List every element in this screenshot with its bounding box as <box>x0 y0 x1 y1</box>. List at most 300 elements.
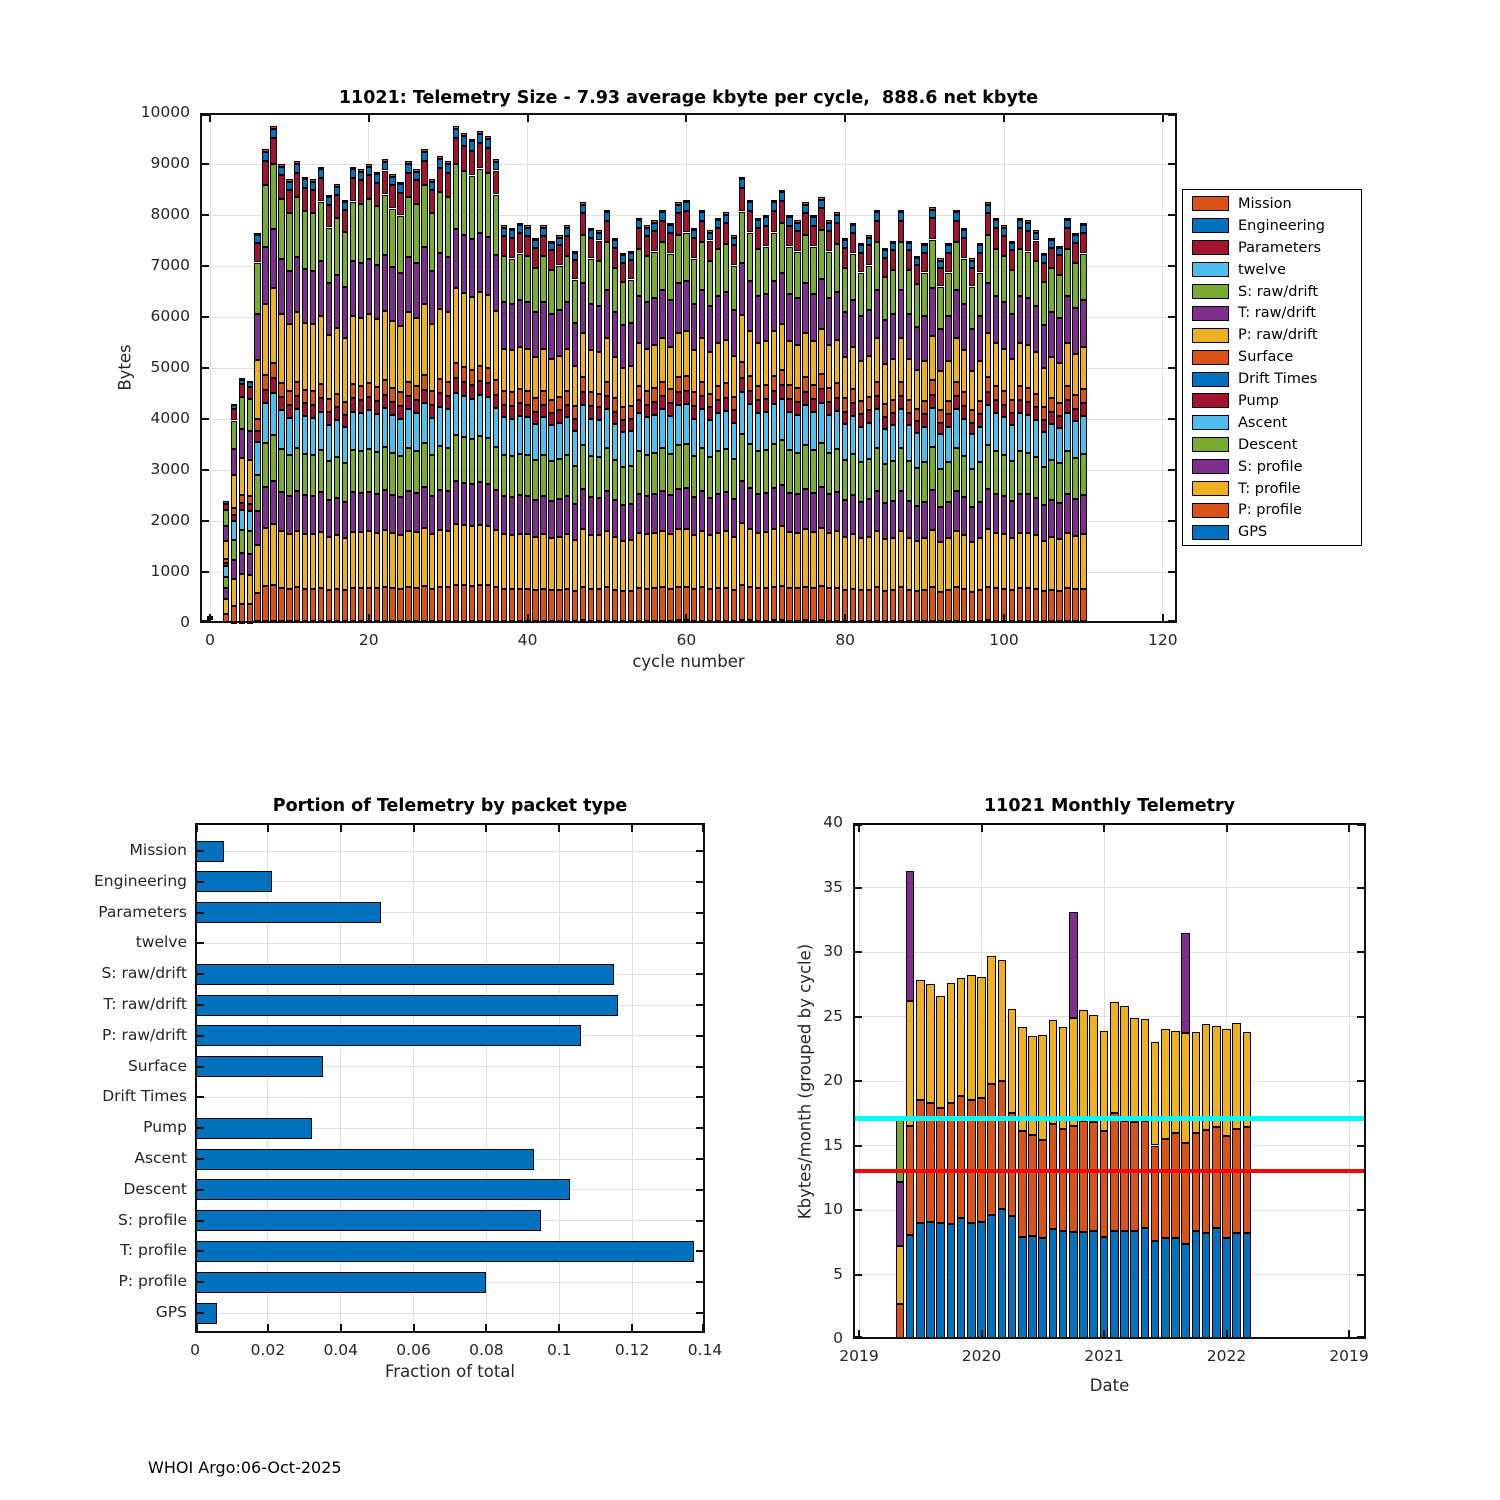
legend-item <box>1183 281 1361 303</box>
bar-segment-pump <box>969 423 975 435</box>
bar-segment-mission <box>509 228 515 230</box>
gridline <box>202 164 1175 165</box>
bar-segment-p--raw-drift <box>914 370 920 409</box>
bar-segment-pump <box>397 406 403 419</box>
bar-segment-ascent <box>445 409 451 448</box>
bar-segment-parameters <box>342 210 348 232</box>
bar-segment-surface <box>802 377 808 392</box>
bar-segment-t--raw-drift <box>493 255 499 311</box>
bar-segment-pump <box>318 398 324 411</box>
y-tick-mark <box>1357 887 1364 889</box>
bar-segment-engineering <box>350 169 356 178</box>
bar-segment-mission <box>882 248 888 250</box>
y-tick-mark <box>696 942 703 944</box>
bar-segment-gps <box>540 621 546 623</box>
bar-segment-mission <box>429 179 435 182</box>
bar-segment-ascent <box>794 415 800 453</box>
bar-segment-gps <box>659 621 665 623</box>
bar-segment-t--raw-drift <box>461 235 467 294</box>
bar-segment-engineering <box>644 228 650 236</box>
monthly-bar-stub <box>885 1337 894 1339</box>
legend-label: Surface <box>1238 349 1294 366</box>
bar-segment-surface <box>588 392 594 406</box>
bar-segment-s--profile <box>1080 495 1086 533</box>
bar-segment-gps <box>675 620 681 623</box>
bar-segment-t--profile <box>548 538 554 590</box>
bar-segment-p--profile <box>310 589 316 621</box>
bar-segment-s--profile <box>1056 503 1062 539</box>
bar-segment-mission <box>699 210 705 212</box>
bar-segment-s--raw-drift <box>953 242 959 290</box>
bar-segment-gps <box>786 621 792 623</box>
bar-segment-surface <box>890 400 896 413</box>
bar-segment-mission <box>286 179 292 182</box>
bar-segment-t--profile <box>342 538 348 590</box>
bar-segment-ascent <box>548 425 554 461</box>
bar-segment-engineering <box>739 179 745 188</box>
bar-segment-engineering <box>810 217 816 225</box>
bar-segment-parameters <box>572 260 578 279</box>
bar-segment-engineering <box>691 230 697 238</box>
bar-segment-parameters <box>707 241 713 261</box>
bar-segment-surface <box>262 375 268 390</box>
bar-segment-p--profile <box>453 585 459 621</box>
monthly-bar-stub <box>865 1337 874 1339</box>
bar-segment-s--profile <box>247 554 253 575</box>
bar-segment-p--raw-drift <box>961 350 967 392</box>
bar-segment-t--raw-drift <box>858 316 864 360</box>
bar-segment-ascent <box>302 416 308 453</box>
bar-segment-t--raw-drift <box>723 292 729 340</box>
bar-segment-engineering <box>683 202 689 210</box>
bar-segment-p--profile <box>969 592 975 621</box>
bar-segment-engineering <box>556 238 562 246</box>
x-tick-mark <box>527 614 529 621</box>
bar-segment-engineering <box>334 187 340 195</box>
bar-segment-mission <box>771 200 777 203</box>
monthly-chart-title: 11021 Monthly Telemetry <box>983 796 1236 816</box>
bar-segment-t--raw-drift <box>834 292 840 340</box>
y-tick-mark <box>202 620 209 622</box>
bar-segment-mission <box>1025 220 1031 222</box>
bar-segment-s--profile <box>588 497 594 535</box>
bar-segment-p--raw-drift <box>1080 347 1086 389</box>
bar-segment-p--raw-drift <box>1033 352 1039 394</box>
bar-segment-parameters <box>699 221 705 242</box>
bar-segment-t--raw-drift <box>540 302 546 349</box>
bar-segment-t--raw-drift <box>517 300 523 347</box>
bar-segment-mission <box>1017 218 1023 220</box>
bar-segment-parameters <box>509 238 515 258</box>
bar-segment-parameters <box>453 138 459 163</box>
bar-segment-s--profile <box>1041 505 1047 540</box>
bar-segment-t--profile <box>477 525 483 586</box>
bar-segment-p--profile <box>763 588 769 621</box>
footer-timestamp: WHOI Argo:06-Oct-2025 <box>148 1458 342 1477</box>
bar-segment-p--profile <box>1064 588 1070 620</box>
monthly-bar-segment <box>1100 1237 1109 1339</box>
bar-segment-surface <box>739 362 745 378</box>
bar-segment-pump <box>342 415 348 427</box>
bar-segment-s--raw-drift <box>278 199 284 259</box>
bar-segment-descent <box>429 455 435 496</box>
bar-segment-gps <box>715 621 721 623</box>
bar-segment-engineering <box>667 225 673 233</box>
legend-item <box>1183 215 1361 237</box>
bar-segment-parameters <box>1009 250 1015 270</box>
bar-segment-pump <box>501 405 507 418</box>
bar-segment-p--profile <box>985 587 991 621</box>
bar-segment-s--profile <box>644 496 650 534</box>
bar-segment-t--raw-drift <box>326 283 332 334</box>
legend-swatch <box>1192 372 1229 387</box>
bar-segment-s--profile <box>810 493 816 532</box>
category-label: Descent <box>123 1179 187 1198</box>
bar-segment-p--profile <box>651 588 657 620</box>
bar-segment-p--profile <box>445 587 451 620</box>
bar-segment-p--profile <box>302 589 308 621</box>
bar-segment-parameters <box>953 221 959 242</box>
bar-segment-p--raw-drift <box>628 366 634 405</box>
bar-segment-t--profile <box>334 535 340 589</box>
bar-segment-mission <box>413 169 419 172</box>
bar-segment-ascent <box>247 511 253 531</box>
legend-item <box>1183 499 1361 521</box>
gridline <box>1162 115 1163 621</box>
monthly-bar-segment <box>1079 1121 1088 1232</box>
bar-segment-p--profile <box>270 585 276 621</box>
x-tick-mark <box>340 1324 342 1331</box>
monthly-bar-stub <box>1314 1337 1323 1339</box>
bar-segment-surface <box>223 559 229 563</box>
bar-segment-p--profile <box>580 587 586 621</box>
bar-segment-t--raw-drift <box>636 296 642 343</box>
bar-segment-t--raw-drift <box>715 296 721 343</box>
bar-segment-t--raw-drift <box>866 310 872 355</box>
threshold-line-cyan <box>853 1116 1366 1121</box>
bar-segment-mission <box>239 378 245 380</box>
bar-segment-engineering <box>477 134 483 143</box>
bar-segment-t--raw-drift <box>1025 298 1031 345</box>
bar-segment-s--profile <box>747 488 753 529</box>
category-label: Pump <box>143 1118 187 1137</box>
y-tick-mark <box>202 469 209 471</box>
monthly-bar-stub <box>1294 1337 1303 1339</box>
y-tick-label: 6000 <box>150 307 190 325</box>
bar-segment-engineering <box>405 164 411 173</box>
portion-bar-surface <box>195 1056 323 1077</box>
bar-segment-ascent <box>429 418 435 455</box>
monthly-bar-segment <box>977 1222 986 1339</box>
bar-segment-mission <box>945 243 951 245</box>
bar-segment-s--profile <box>802 489 808 529</box>
monthly-bar-segment <box>1181 933 1190 1034</box>
gridline <box>855 952 1364 953</box>
bar-segment-parameters <box>651 231 657 252</box>
bar-segment-engineering <box>1080 225 1086 233</box>
bar-segment-s--profile <box>1001 496 1007 534</box>
bar-segment-p--profile <box>921 590 927 620</box>
bar-segment-parameters <box>501 236 507 256</box>
category-label: Ascent <box>134 1149 187 1167</box>
bar-segment-p--profile <box>612 590 618 621</box>
bar-segment-parameters <box>318 178 324 201</box>
bar-segment-s--raw-drift <box>937 287 943 329</box>
bar-segment-mission <box>779 190 785 193</box>
bar-segment-mission <box>501 225 507 227</box>
bar-segment-mission <box>636 218 642 220</box>
monthly-bar-segment <box>947 1224 956 1339</box>
legend-label: Drift Times <box>1238 371 1318 388</box>
bar-segment-t--profile <box>763 532 769 588</box>
bar-segment-engineering <box>485 139 491 148</box>
bar-segment-engineering <box>675 205 681 213</box>
bar-segment-descent <box>421 443 427 487</box>
bar-segment-t--raw-drift <box>429 271 435 324</box>
bar-segment-p--profile <box>802 587 808 621</box>
bar-segment-engineering <box>620 255 626 262</box>
bar-segment-descent <box>890 461 896 501</box>
bar-segment-parameters <box>755 228 761 249</box>
bar-segment-parameters <box>1025 231 1031 252</box>
bar-segment-descent <box>818 443 824 487</box>
bar-segment-surface <box>524 391 530 405</box>
bar-segment-s--raw-drift <box>596 261 602 306</box>
bar-segment-p--profile <box>723 588 729 621</box>
bar-segment-mission <box>866 235 872 237</box>
x-tick-mark <box>1103 825 1105 832</box>
bar-segment-engineering <box>461 136 467 145</box>
bar-segment-p--raw-drift <box>413 318 419 386</box>
monthly-bar-segment <box>936 1223 945 1339</box>
bar-segment-s--raw-drift <box>858 273 864 317</box>
bar-segment-t--raw-drift <box>366 259 372 314</box>
bar-segment-gps <box>755 621 761 623</box>
y-tick-label: 8000 <box>150 205 190 223</box>
bar-segment-mission <box>1009 241 1015 243</box>
bar-segment-ascent <box>985 405 991 445</box>
bar-segment-engineering <box>659 212 665 220</box>
x-tick-label: 60 <box>676 631 697 649</box>
bar-segment-gps <box>1009 621 1015 623</box>
y-tick-mark <box>1357 1274 1364 1276</box>
x-tick-mark <box>631 825 633 832</box>
bar-segment-engineering <box>882 250 888 257</box>
bar-segment-ascent <box>620 432 626 467</box>
bar-segment-s--profile <box>937 507 943 542</box>
bar-segment-s--profile <box>834 492 840 531</box>
bar-segment-s--raw-drift <box>453 164 459 229</box>
bar-segment-mission <box>802 202 808 205</box>
bar-segment-ascent <box>612 424 618 460</box>
bar-segment-t--profile <box>644 534 650 588</box>
bar-segment-s--raw-drift <box>1064 249 1070 296</box>
bar-segment-t--raw-drift <box>675 283 681 332</box>
monthly-bar-segment <box>967 975 976 1100</box>
bar-segment-surface <box>858 401 864 414</box>
monthly-bar-segment <box>1049 1020 1058 1123</box>
monthly-bar-segment <box>947 1103 956 1224</box>
bar-segment-s--raw-drift <box>1033 261 1039 306</box>
bar-segment-pump <box>580 392 586 405</box>
bar-segment-t--profile <box>572 540 578 591</box>
bar-segment-ascent <box>509 419 515 456</box>
bar-segment-gps <box>294 621 300 623</box>
bar-segment-p--profile <box>914 591 920 620</box>
bar-segment-t--raw-drift <box>1064 296 1070 343</box>
y-tick-label: 7000 <box>150 256 190 274</box>
monthly-bar-segment <box>1222 1136 1231 1238</box>
bar-segment-pump <box>898 396 904 409</box>
portion-chart-title: Portion of Telemetry by packet type <box>272 796 628 816</box>
bar-segment-ascent <box>223 566 229 576</box>
bar-segment-s--profile <box>239 553 245 574</box>
bar-segment-gps <box>318 621 324 623</box>
bar-segment-p--profile <box>556 590 562 621</box>
bar-segment-gps <box>1072 621 1078 623</box>
bar-segment-surface <box>794 388 800 402</box>
bar-segment-pump <box>445 396 451 409</box>
bar-segment-s--raw-drift <box>231 421 237 450</box>
bar-segment-t--raw-drift <box>898 290 904 338</box>
bar-segment-ascent <box>898 409 904 448</box>
bar-segment-t--profile <box>389 533 395 588</box>
monthly-bar-segment <box>1120 1006 1129 1121</box>
bar-segment-t--profile <box>898 531 904 588</box>
bar-segment-t--profile <box>850 534 856 589</box>
monthly-bar-segment <box>1212 1228 1221 1339</box>
bar-segment-s--profile <box>477 482 483 524</box>
bar-segment-s--raw-drift <box>929 240 935 288</box>
bar-segment-parameters <box>1041 263 1047 282</box>
bar-segment-gps <box>882 621 888 623</box>
monthly-bar-segment <box>1202 1233 1211 1339</box>
bar-segment-mission <box>342 200 348 203</box>
monthly-bar-segment <box>1079 1232 1088 1339</box>
bar-segment-p--raw-drift <box>501 349 507 391</box>
bar-segment-t--raw-drift <box>906 314 912 359</box>
bar-segment-descent <box>993 451 999 493</box>
bar-segment-p--profile <box>1009 590 1015 621</box>
monthly-bar-segment <box>1059 1129 1068 1231</box>
y-tick-mark <box>1168 114 1175 116</box>
monthly-bar-segment <box>1243 1127 1252 1233</box>
bar-segment-p--profile <box>993 588 999 620</box>
bar-segment-ascent <box>421 403 427 443</box>
bar-segment-p--profile <box>906 590 912 621</box>
bar-segment-p--raw-drift <box>421 304 427 375</box>
bar-segment-t--raw-drift <box>405 257 411 312</box>
bar-segment-engineering <box>286 182 292 190</box>
bar-segment-s--raw-drift <box>890 270 896 314</box>
monthly-bar-segment <box>1038 1238 1047 1339</box>
bar-segment-surface <box>540 391 546 405</box>
bar-segment-s--raw-drift <box>1041 282 1047 325</box>
bar-segment-p--profile <box>501 589 507 621</box>
bar-segment-ascent <box>294 409 300 448</box>
bar-segment-descent <box>1048 460 1054 500</box>
bar-segment-pump <box>929 395 935 408</box>
bar-segment-ascent <box>675 405 681 445</box>
bar-segment-surface <box>358 386 364 400</box>
bar-segment-parameters <box>977 253 983 272</box>
bar-segment-gps <box>667 621 673 623</box>
bar-segment-gps <box>405 621 411 623</box>
bar-segment-s--profile <box>556 499 562 536</box>
bar-segment-ascent <box>818 403 824 443</box>
bar-segment-engineering <box>977 245 983 253</box>
bar-segment-descent <box>858 462 864 502</box>
bar-segment-s--raw-drift <box>540 256 546 302</box>
bar-segment-engineering <box>453 129 459 138</box>
bar-segment-s--profile <box>374 494 380 533</box>
bar-segment-pump <box>834 398 840 411</box>
bar-segment-p--profile <box>374 588 380 620</box>
bar-segment-p--profile <box>509 589 515 621</box>
bar-segment-t--raw-drift <box>914 327 920 370</box>
bar-segment-p--raw-drift <box>294 312 300 381</box>
bar-segment-t--profile <box>294 531 300 588</box>
y-tick-mark <box>202 163 209 165</box>
bar-segment-parameters <box>882 258 888 277</box>
bar-segment-engineering <box>239 380 245 385</box>
y-tick-mark <box>1168 367 1175 369</box>
x-tick-label: 2021 <box>1084 1347 1124 1365</box>
bar-segment-t--raw-drift <box>731 310 737 355</box>
bar-segment-parameters <box>842 248 848 268</box>
bar-segment-ascent <box>358 413 364 451</box>
bar-segment-ascent <box>890 425 896 461</box>
bar-segment-mission <box>969 258 975 260</box>
bar-segment-descent <box>223 577 229 588</box>
bar-segment-descent <box>1025 453 1031 495</box>
bar-segment-mission <box>731 235 737 237</box>
bar-segment-p--profile <box>898 587 904 620</box>
bar-segment-gps <box>477 621 483 623</box>
bar-segment-mission <box>231 404 237 406</box>
bar-segment-p--profile <box>469 586 475 621</box>
bar-segment-p--profile <box>350 588 356 621</box>
bar-segment-s--raw-drift <box>786 247 792 294</box>
bar-segment-pump <box>906 413 912 425</box>
bar-segment-s--profile <box>659 491 665 531</box>
bar-segment-s--profile <box>223 588 229 599</box>
bar-segment-gps <box>731 621 737 623</box>
x-tick-label: 0.1 <box>546 1341 572 1359</box>
bar-segment-t--raw-drift <box>588 304 594 350</box>
bar-segment-pump <box>945 414 951 426</box>
bar-segment-t--profile <box>755 533 761 589</box>
bar-segment-pump <box>953 396 959 409</box>
bar-segment-s--profile <box>1017 494 1023 533</box>
bar-segment-pump <box>302 403 308 416</box>
bar-segment-gps <box>389 621 395 623</box>
category-label: Surface <box>127 1056 187 1075</box>
bar-segment-t--raw-drift <box>247 431 253 460</box>
y-tick-mark <box>202 520 209 522</box>
legend-label: Mission <box>1238 195 1292 212</box>
bar-segment-p--raw-drift <box>342 338 348 401</box>
y-tick-label: 20 <box>823 1071 843 1089</box>
legend-item <box>1183 456 1361 478</box>
bar-segment-ascent <box>596 420 602 457</box>
bar-segment-t--raw-drift <box>318 261 324 316</box>
bar-segment-gps <box>1025 621 1031 623</box>
monthly-bar-stub <box>875 1337 884 1339</box>
bar-segment-s--profile <box>310 496 316 534</box>
bar-segment-gps <box>906 621 912 623</box>
x-tick-label: 0.08 <box>469 1341 504 1359</box>
